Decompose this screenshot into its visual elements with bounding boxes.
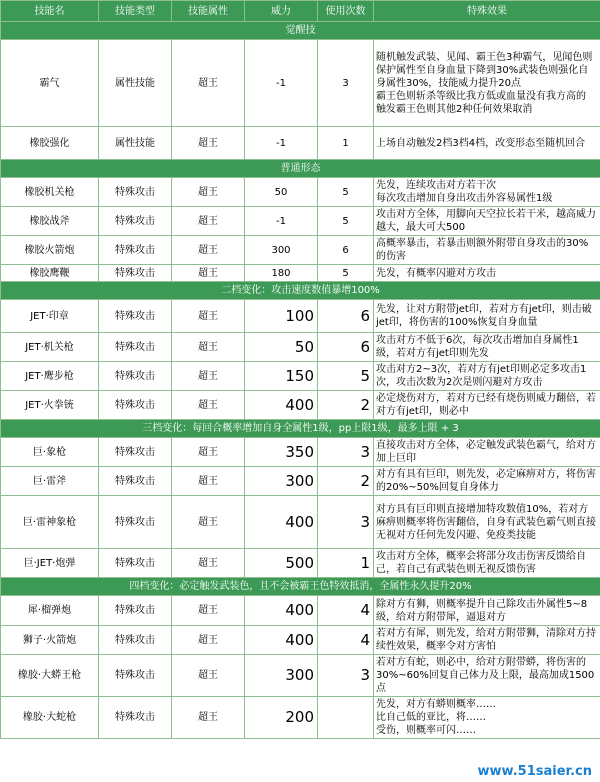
skill-name-cell: 巨·象枪 — [1, 438, 99, 467]
skill-name-cell: 犀·榴弹炮 — [1, 596, 99, 626]
skill-type-cell: 特殊攻击 — [99, 626, 172, 655]
skill-uses-cell: 1 — [318, 127, 374, 160]
skill-effect-cell: 攻击对方全体，用脚向天空拉长若干米，越高威力越大，最大可大500 — [374, 207, 600, 236]
skill-attr-cell: 超王 — [172, 40, 245, 127]
skill-type-cell: 属性技能 — [99, 127, 172, 160]
header-attr: 技能属性 — [172, 1, 245, 22]
skill-effect-cell: 若对方有犀，则先发，给对方附带狮，清除对方持续性效果，概率令对方害怕 — [374, 626, 600, 655]
skill-uses-cell: 3 — [318, 40, 374, 127]
skill-type-cell: 特殊攻击 — [99, 549, 172, 578]
skill-effect-cell: 对方有具有巨印，则先发，必定麻痹对方，将伤害的20%~50%回复自身体力 — [374, 467, 600, 496]
skill-attr-cell: 超王 — [172, 596, 245, 626]
skill-effect-cell: 先发，对方有蟒则概率…… 比自己低的亚比，将…… 受伤，则概率可闪…… — [374, 697, 600, 739]
section-header-row — [1, 578, 600, 596]
skill-name-cell: 巨·JET·炮弹 — [1, 549, 99, 578]
skill-attr-cell: 超王 — [172, 333, 245, 362]
skill-uses-cell: 3 — [318, 438, 374, 467]
skill-name-cell: 霸气 — [1, 40, 99, 127]
header-type: 技能类型 — [99, 1, 172, 22]
section-header-row — [1, 160, 600, 178]
skill-attr-cell: 超王 — [172, 496, 245, 549]
skill-uses-cell: 2 — [318, 391, 374, 420]
skill-name-cell: 巨·雷神象枪 — [1, 496, 99, 549]
skill-power-cell: 50 — [245, 178, 318, 207]
skill-effect-cell: 若对方有蛇，则必中，给对方附带蟒，将伤害的30%~60%回复自己体力及上限，最高加成1500点 — [374, 655, 600, 697]
skill-power-cell: -1 — [245, 207, 318, 236]
skill-name-cell: JET·印章 — [1, 300, 99, 333]
skill-effect-cell: 攻击对方不低于6次，每次攻击增加自身属性1级，若对方有jet印则先发 — [374, 333, 600, 362]
header-row — [1, 1, 600, 22]
skill-effect-cell: 攻击对方全体，概率会将部分攻击伤害反馈给自己，若自己有武装色则无视反馈伤害 — [374, 549, 600, 578]
skill-uses-cell: 1 — [318, 549, 374, 578]
skill-power-cell: 400 — [245, 391, 318, 420]
skill-attr-cell: 超王 — [172, 626, 245, 655]
table-row — [1, 496, 600, 549]
skill-power-cell: 300 — [245, 655, 318, 697]
skill-uses-cell: 5 — [318, 362, 374, 391]
skill-power-cell: 300 — [245, 236, 318, 265]
header-effect: 特殊效果 — [374, 1, 600, 22]
skill-type-cell: 特殊攻击 — [99, 207, 172, 236]
table-row — [1, 300, 600, 333]
skill-effect-cell: 除对方有狮，则概率提升自己除攻击外属性5~8级，给对方附带犀，逼退对方 — [374, 596, 600, 626]
skill-power-cell: 200 — [245, 697, 318, 739]
skill-uses-cell: 6 — [318, 300, 374, 333]
skill-uses-cell: 3 — [318, 496, 374, 549]
skill-attr-cell: 超王 — [172, 236, 245, 265]
skill-attr-cell: 超王 — [172, 362, 245, 391]
skill-power-cell: 50 — [245, 333, 318, 362]
table-row — [1, 236, 600, 265]
skill-uses-cell: 5 — [318, 178, 374, 207]
skill-type-cell: 特殊攻击 — [99, 300, 172, 333]
table-row — [1, 127, 600, 160]
skill-attr-cell: 超王 — [172, 655, 245, 697]
skill-power-cell: 150 — [245, 362, 318, 391]
watermark-logo: www.51saier.cn — [474, 763, 596, 780]
header-power: 威力 — [245, 1, 318, 22]
skill-effect-cell: 对方具有巨印则直接增加特攻数值10%，若对方麻痹则概率将伤害翻倍，自身有武装色霸气则直接无视对方任何先发闪避、免疫类技能 — [374, 496, 600, 549]
section-header-row — [1, 22, 600, 40]
skill-name-cell: JET·鹰步枪 — [1, 362, 99, 391]
skill-uses-cell: 6 — [318, 236, 374, 265]
skill-uses-cell: 2 — [318, 467, 374, 496]
skill-power-cell: 300 — [245, 467, 318, 496]
skill-name-cell: 橡胶机关枪 — [1, 178, 99, 207]
skill-name-cell: 巨·雷斧 — [1, 467, 99, 496]
table-row — [1, 438, 600, 467]
skill-type-cell: 特殊攻击 — [99, 467, 172, 496]
skill-attr-cell: 超王 — [172, 697, 245, 739]
skill-power-cell: 350 — [245, 438, 318, 467]
table-row — [1, 362, 600, 391]
table-row — [1, 655, 600, 697]
skill-power-cell: -1 — [245, 40, 318, 127]
skill-uses-cell: 5 — [318, 265, 374, 282]
skill-type-cell: 特殊攻击 — [99, 596, 172, 626]
skill-effect-cell: 随机触发武装、见闻、霸王色3种霸气，见闻色则保护属性至自身血量下降到30%武装色则强化自身属性30%，技能威力提升20点 霸王色则斩杀等级比我方低或血量没有我方高的 触发霸王色则其他2种任何效果取消 — [374, 40, 600, 127]
skill-effect-cell: 直接攻击对方全体，必定触发武装色霸气，给对方加上巨印 — [374, 438, 600, 467]
skill-uses-cell: 4 — [318, 596, 374, 626]
skill-type-cell: 特殊攻击 — [99, 362, 172, 391]
skill-attr-cell: 超王 — [172, 127, 245, 160]
table-row — [1, 333, 600, 362]
skill-attr-cell: 超王 — [172, 207, 245, 236]
section-title: 三档变化：每回合概率增加自身全属性1级，pp上限1级，最多上限 + 3 — [1, 420, 600, 438]
section-title: 四档变化：必定触发武装色，且不会被霸王色特效抵消，全属性永久提升20% — [1, 578, 600, 596]
skill-effect-cell: 高概率暴击，若暴击则额外附带自身攻击的30%的伤害 — [374, 236, 600, 265]
skill-name-cell: 橡胶·大蟒王枪 — [1, 655, 99, 697]
table-row — [1, 697, 600, 739]
skill-power-cell: 400 — [245, 626, 318, 655]
skill-name-cell: 橡胶·大蛇枪 — [1, 697, 99, 739]
skill-type-cell: 特殊攻击 — [99, 697, 172, 739]
skill-power-cell: 100 — [245, 300, 318, 333]
skill-name-cell: 狮子·火箭炮 — [1, 626, 99, 655]
skill-name-cell: JET·火拳铳 — [1, 391, 99, 420]
skill-power-cell: 400 — [245, 496, 318, 549]
table-row — [1, 178, 600, 207]
skill-effect-cell: 先发，有概率闪避对方攻击 — [374, 265, 600, 282]
table-row — [1, 40, 600, 127]
header-uses: 使用次数 — [318, 1, 374, 22]
section-title: 二档变化：攻击速度数值暴增100% — [1, 282, 600, 300]
skill-uses-cell — [318, 697, 374, 739]
skill-uses-cell: 3 — [318, 655, 374, 697]
skill-effect-cell: 上场自动触发2档3档4档，改变形态至随机回合 — [374, 127, 600, 160]
skill-uses-cell: 5 — [318, 207, 374, 236]
header-name: 技能名 — [1, 1, 99, 22]
skill-type-cell: 特殊攻击 — [99, 236, 172, 265]
skill-name-cell: 橡胶鹰鞭 — [1, 265, 99, 282]
skill-name-cell: 橡胶火箭炮 — [1, 236, 99, 265]
skill-attr-cell: 超王 — [172, 467, 245, 496]
skill-type-cell: 特殊攻击 — [99, 333, 172, 362]
skill-effect-cell: 先发，连续攻击对方若干次 每次攻击增加自身出攻击外容易属性1级 — [374, 178, 600, 207]
skill-type-cell: 特殊攻击 — [99, 391, 172, 420]
skill-attr-cell: 超王 — [172, 300, 245, 333]
skill-type-cell: 特殊攻击 — [99, 438, 172, 467]
section-header-row — [1, 420, 600, 438]
table-row — [1, 596, 600, 626]
table-row — [1, 265, 600, 282]
skill-power-cell: 400 — [245, 596, 318, 626]
skill-effect-cell: 必定烧伤对方，若对方已经有烧伤则威力翻倍，若对方有jet印，则必中 — [374, 391, 600, 420]
skill-name-cell: 橡胶战斧 — [1, 207, 99, 236]
skill-power-cell: -1 — [245, 127, 318, 160]
table-row — [1, 626, 600, 655]
skill-type-cell: 特殊攻击 — [99, 265, 172, 282]
skill-effect-cell: 攻击对方2~3次，若对方有jet印则必定多攻击1次，攻击次数为2次是则闪避对方攻击 — [374, 362, 600, 391]
skill-name-cell: JET·机关枪 — [1, 333, 99, 362]
skill-uses-cell: 6 — [318, 333, 374, 362]
skill-attr-cell: 超王 — [172, 549, 245, 578]
skill-uses-cell: 4 — [318, 626, 374, 655]
skill-attr-cell: 超王 — [172, 178, 245, 207]
skill-power-cell: 500 — [245, 549, 318, 578]
skill-attr-cell: 超王 — [172, 265, 245, 282]
section-title: 普通形态 — [1, 160, 600, 178]
skill-type-cell: 属性技能 — [99, 40, 172, 127]
skill-type-cell: 特殊攻击 — [99, 496, 172, 549]
skill-effect-cell: 先发，让对方附带jet印，若对方有jet印，则击破jet印，将伤害的100%恢复自身血量 — [374, 300, 600, 333]
skill-type-cell: 特殊攻击 — [99, 655, 172, 697]
table-row — [1, 549, 600, 578]
skill-type-cell: 特殊攻击 — [99, 178, 172, 207]
skill-power-cell: 180 — [245, 265, 318, 282]
table-row — [1, 467, 600, 496]
section-title: 觉醒技 — [1, 22, 600, 40]
table-row — [1, 207, 600, 236]
skill-attr-cell: 超王 — [172, 391, 245, 420]
table-row — [1, 391, 600, 420]
skill-name-cell: 橡胶强化 — [1, 127, 99, 160]
section-header-row — [1, 282, 600, 300]
skill-attr-cell: 超王 — [172, 438, 245, 467]
